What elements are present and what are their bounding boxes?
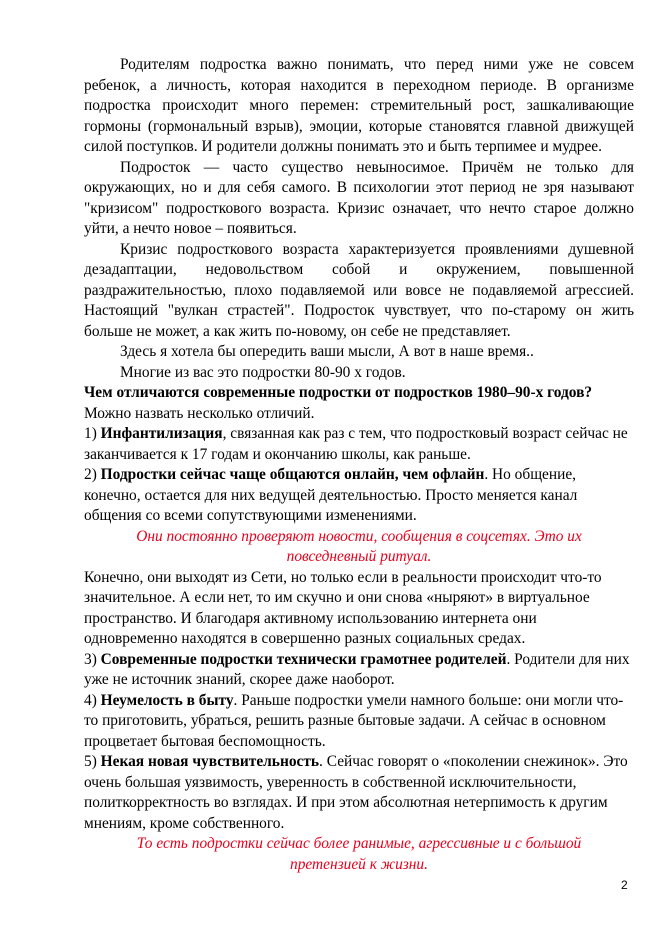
paragraph-80-90: Многие из вас это подростки 80-90 х годов. <box>120 363 406 381</box>
list-item-text: . Раньше подростки умели намного больше: они могли что-то приготовить, убраться, решить разные бытовые задачи. А сейчас в основном процветает бытовая беспомощность. <box>84 691 624 750</box>
highlight-news-ritual <box>84 527 634 568</box>
highlight-line: повседневный ритуал. <box>286 548 432 565</box>
highlight-line: Они постоянно проверяют новости, сообщения в соцсетях. Это их <box>136 527 582 545</box>
list-item-text: . Но общение, конечно, остается для них ведущей деятельностью. Просто меняется канал общения со всеми сопутствующими изменениями. <box>84 466 578 524</box>
highlight-vulnerable <box>84 834 634 875</box>
list-item-number: 3) <box>84 650 101 668</box>
paragraph-online-leave: Конечно, они выходят из Сети, но только если в реальности происходит что-то значительное. А если нет, то им скучно и они снова «ныряют» в виртуальное пространство. И благодаря активному использованию интернета они одновременно находятся в совершенно разных социальных средах. <box>84 568 602 647</box>
list-item-online <box>84 465 634 527</box>
paragraph-teen-unbearable: Подросток — часто существо невыносимое. Причём не только для окружающих, но и для себя самого. В психологии этот период не зря называют "кризисом" подросткового возраста. Кризис означает, что нечто старое должно уйти, а нечто новое – появиться. <box>84 158 634 237</box>
list-item-number: 1) <box>84 425 101 442</box>
list-item-text: . Сейчас говорят о «поколении снежинок». Это очень большая уязвимость, уверенность в собственной исключительности, политкорректность во взглядах. И при этом абсолютная нетерпимость к другим мнениям, кроме собственного. <box>84 753 628 832</box>
page-number: 2 <box>621 878 628 892</box>
list-item-title: Современные подростки технически грамотнее родителей <box>100 650 507 668</box>
section-intro: Можно назвать несколько отличий. <box>84 404 315 422</box>
document-body <box>84 55 634 875</box>
highlight-line: То есть подростки сейчас более ранимые, агрессивные и с большой <box>136 835 582 852</box>
list-item-text: , связанная как раз с тем, что подростковый возраст сейчас не заканчивается к 17 годам и окончанию школы, как раньше. <box>84 425 628 463</box>
paragraph-parents: Родителям подростка важно понимать, что перед ними уже не совсем ребенок, а личность, которая находится в переходном периоде. В организме подростка происходит много перемен: стремительный рост, зашкаливающие гормоны (гормональный взрыв), эмоции, которые становятся главной движущей силой поступков. И родители должны понимать это и быть терпимее и мудрее. <box>84 56 634 155</box>
list-item-number: 5) <box>84 753 101 770</box>
list-item-title: Подростки сейчас чаще общаются онлайн, чем офлайн <box>100 466 485 483</box>
paragraph-our-time: Здесь я хотела бы опередить ваши мысли, А вот в наше время.. <box>120 343 534 360</box>
list-item-tech-literate <box>84 650 634 691</box>
list-item-title: Некая новая чувствительность <box>100 753 320 770</box>
list-item-number: 4) <box>84 691 101 709</box>
section-question: Чем отличаются современные подростки от подростков 1980–90-х годов? <box>84 384 593 401</box>
list-item-text: . Родители для них уже не источник знаний, скорее даже наоборот. <box>84 650 630 688</box>
list-item-infantilization <box>84 424 634 465</box>
list-item-sensitivity <box>84 752 634 834</box>
list-item-title: Инфантилизация <box>100 425 223 442</box>
list-item-title: Неумелость в быту <box>100 691 234 709</box>
list-item-household <box>84 691 634 753</box>
list-item-number: 2) <box>84 466 101 483</box>
highlight-line: претензией к жизни. <box>290 855 428 873</box>
paragraph-crisis: Кризис подросткового возраста характеризуется проявлениями душевной дезадаптации, недовольством собой и окружением, повышенной раздражительностью, плохо подавляемой или вовсе не подавляемой агрессией. Настоящий "вулкан страстей". Подросток чувствует, что по-старому он жить больше не может, а как жить по-новому, он себе не представляет. <box>84 240 634 340</box>
